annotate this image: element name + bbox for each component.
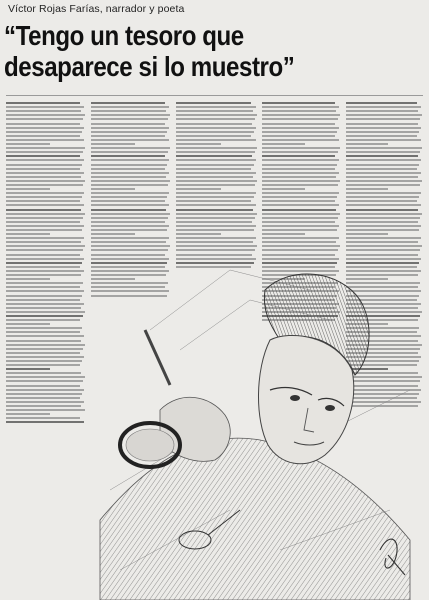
body-text-line (6, 303, 84, 305)
body-text-line (262, 155, 335, 157)
body-text-line (176, 164, 254, 166)
body-text-line (346, 192, 421, 194)
body-text-line (262, 131, 337, 133)
body-text-line (176, 102, 251, 104)
body-text-line (262, 196, 337, 198)
body-text-line (262, 106, 339, 108)
headline-divider (6, 95, 423, 96)
shoulder-shape (100, 438, 410, 600)
body-text-line (176, 143, 221, 145)
body-text-line (346, 196, 419, 198)
body-text-line (6, 245, 85, 247)
body-text-line (6, 172, 84, 174)
body-text-line (176, 135, 251, 137)
body-text-line (6, 254, 80, 256)
body-text-line (262, 143, 305, 145)
body-text-line (6, 135, 80, 137)
body-text-line (262, 168, 335, 170)
body-text-line (176, 147, 257, 149)
body-text-line (6, 295, 82, 297)
body-text-line (6, 188, 50, 190)
body-text-line (91, 102, 165, 104)
body-text-line (262, 159, 339, 161)
body-text-line (6, 331, 80, 333)
body-text-line (176, 127, 256, 129)
body-text-line (6, 385, 80, 387)
body-text-line (6, 286, 80, 288)
body-text-line (176, 139, 256, 141)
body-text-line (6, 200, 80, 202)
body-text-line (6, 270, 84, 272)
body-text-line (262, 110, 336, 112)
body-text-line (176, 204, 256, 206)
body-text-line (262, 200, 335, 202)
body-text-line (262, 102, 335, 104)
body-text-line (6, 368, 50, 370)
body-text-line (6, 352, 80, 354)
body-text-line (6, 147, 85, 149)
body-text-line (346, 188, 388, 190)
body-text-line (6, 311, 85, 313)
body-text-line (6, 249, 83, 251)
body-text-line (91, 164, 167, 166)
pencil-illustration (90, 210, 420, 600)
body-text-line (91, 155, 165, 157)
body-text-line (262, 139, 339, 141)
body-text-line (176, 123, 252, 125)
body-text-line (176, 106, 256, 108)
body-text-line (6, 335, 84, 337)
body-text-line (6, 389, 84, 391)
body-text-line (176, 168, 251, 170)
body-text-line (262, 188, 305, 190)
body-column-1 (6, 100, 86, 590)
body-text-line (91, 176, 166, 178)
body-text-line (262, 184, 338, 186)
body-text-line (91, 196, 167, 198)
body-text-line (262, 192, 339, 194)
body-text-line (6, 327, 82, 329)
magnifying-glass-icon (120, 330, 180, 467)
body-text-line (6, 290, 84, 292)
body-text-line (262, 118, 338, 120)
body-text-line (6, 344, 85, 346)
body-text-line (6, 364, 80, 366)
body-text-line (346, 159, 421, 161)
body-text-line (91, 110, 166, 112)
body-text-line (346, 110, 418, 112)
body-text-line (6, 401, 84, 403)
body-text-line (176, 118, 255, 120)
body-text-line (91, 180, 170, 182)
body-text-line (176, 184, 255, 186)
body-text-line (6, 225, 84, 227)
body-text-line (6, 106, 84, 108)
body-text-line (6, 307, 81, 309)
body-text-line (176, 192, 256, 194)
body-text-line (262, 147, 340, 149)
body-text-line (6, 196, 82, 198)
body-text-line (6, 372, 81, 374)
body-text-line (6, 217, 83, 219)
body-text-line (91, 204, 169, 206)
body-text-line (346, 164, 419, 166)
body-text-line (346, 123, 418, 125)
body-text-line (176, 172, 256, 174)
body-text-line (91, 143, 135, 145)
body-text-line (6, 356, 84, 358)
body-text-line (6, 180, 85, 182)
body-text-line (262, 180, 340, 182)
body-text-line (6, 319, 80, 321)
body-text-line (346, 118, 420, 120)
body-text-line (6, 258, 84, 260)
body-text-line (6, 413, 50, 415)
body-text-line (91, 139, 169, 141)
body-text-line (91, 188, 135, 190)
body-text-line (91, 123, 165, 125)
body-text-line (6, 118, 83, 120)
body-text-line (6, 143, 50, 145)
body-text-line (6, 159, 84, 161)
body-text-line (6, 127, 84, 129)
body-text-line (91, 151, 168, 153)
body-text-line (6, 315, 83, 317)
body-text-line (6, 405, 81, 407)
body-text-line (346, 102, 417, 104)
body-text-line (346, 143, 388, 145)
body-text-line (262, 172, 339, 174)
body-text-line (262, 176, 336, 178)
body-text-line (6, 299, 80, 301)
body-text-line (91, 147, 170, 149)
body-text-line (6, 139, 84, 141)
body-text-line (91, 159, 169, 161)
body-text-line (6, 192, 84, 194)
body-text-line (262, 164, 337, 166)
body-text-line (346, 155, 418, 157)
body-text-line (176, 151, 255, 153)
body-text-line (6, 397, 80, 399)
body-text-line (91, 127, 169, 129)
body-text-line (346, 151, 420, 153)
body-text-line (6, 204, 84, 206)
headline-line-2: desaparece si lo muestro” (4, 51, 295, 82)
body-text-line (6, 376, 85, 378)
body-text-line (262, 114, 340, 116)
body-text-line (91, 172, 169, 174)
body-text-line (6, 393, 82, 395)
body-text-line (6, 274, 81, 276)
article-headline (4, 20, 365, 82)
body-text-line (6, 417, 80, 419)
body-text-line (176, 114, 257, 116)
body-text-line (6, 102, 80, 104)
body-text-line (91, 114, 170, 116)
body-text-line (91, 184, 168, 186)
body-text-line (176, 200, 251, 202)
article-kicker: Víctor Rojas Farías, narrador y poeta (8, 3, 185, 15)
body-text-line (91, 192, 169, 194)
body-text-line (346, 131, 419, 133)
body-text-line (346, 127, 421, 129)
body-text-line (346, 168, 417, 170)
body-text-line (91, 118, 168, 120)
body-text-line (176, 159, 256, 161)
body-text-line (262, 204, 339, 206)
body-text-line (346, 106, 421, 108)
body-text-line (6, 221, 80, 223)
body-text-line (176, 196, 254, 198)
body-text-line (6, 262, 82, 264)
body-text-line (6, 155, 80, 157)
body-text-line (91, 135, 165, 137)
body-text-line (91, 168, 165, 170)
body-text-line (6, 340, 81, 342)
body-text-line (6, 233, 50, 235)
body-text-line (6, 421, 84, 423)
body-text-line (6, 278, 50, 280)
body-text-line (176, 176, 253, 178)
body-text-line (346, 135, 417, 137)
body-text-line (346, 147, 422, 149)
body-text-line (91, 131, 167, 133)
body-text-line (262, 127, 339, 129)
body-text-line (6, 229, 82, 231)
body-text-line (176, 188, 221, 190)
body-text-line (6, 110, 81, 112)
body-text-line (6, 151, 83, 153)
body-text-line (6, 184, 83, 186)
body-text-line (6, 360, 82, 362)
headline-line-1: “Tengo un tesoro que (4, 20, 244, 51)
body-text-line (6, 380, 83, 382)
body-text-line (6, 114, 85, 116)
body-text-line (176, 180, 257, 182)
body-text-line (6, 266, 80, 268)
body-text-line (176, 155, 252, 157)
body-text-line (346, 200, 417, 202)
body-text-line (346, 139, 421, 141)
body-text-line (6, 323, 50, 325)
body-text-line (91, 200, 165, 202)
body-text-line (6, 241, 81, 243)
body-text-line (6, 209, 81, 211)
body-text-line (6, 409, 85, 411)
body-text-line (176, 131, 254, 133)
body-text-line (6, 348, 83, 350)
body-text-line (6, 123, 80, 125)
body-text-line (6, 213, 85, 215)
body-text-line (6, 237, 84, 239)
body-text-line (346, 180, 422, 182)
body-text-line (6, 164, 82, 166)
body-text-line (6, 176, 81, 178)
body-text-line (262, 151, 338, 153)
body-text-line (346, 176, 418, 178)
body-text-line (262, 135, 335, 137)
body-text-line (346, 184, 420, 186)
body-text-line (176, 110, 253, 112)
body-text-line (6, 131, 82, 133)
body-text-line (346, 114, 422, 116)
body-text-line (346, 204, 421, 206)
body-text-line (346, 172, 421, 174)
body-text-line (6, 168, 80, 170)
body-text-line (262, 123, 335, 125)
body-text-line (91, 106, 169, 108)
body-text-line (6, 282, 83, 284)
